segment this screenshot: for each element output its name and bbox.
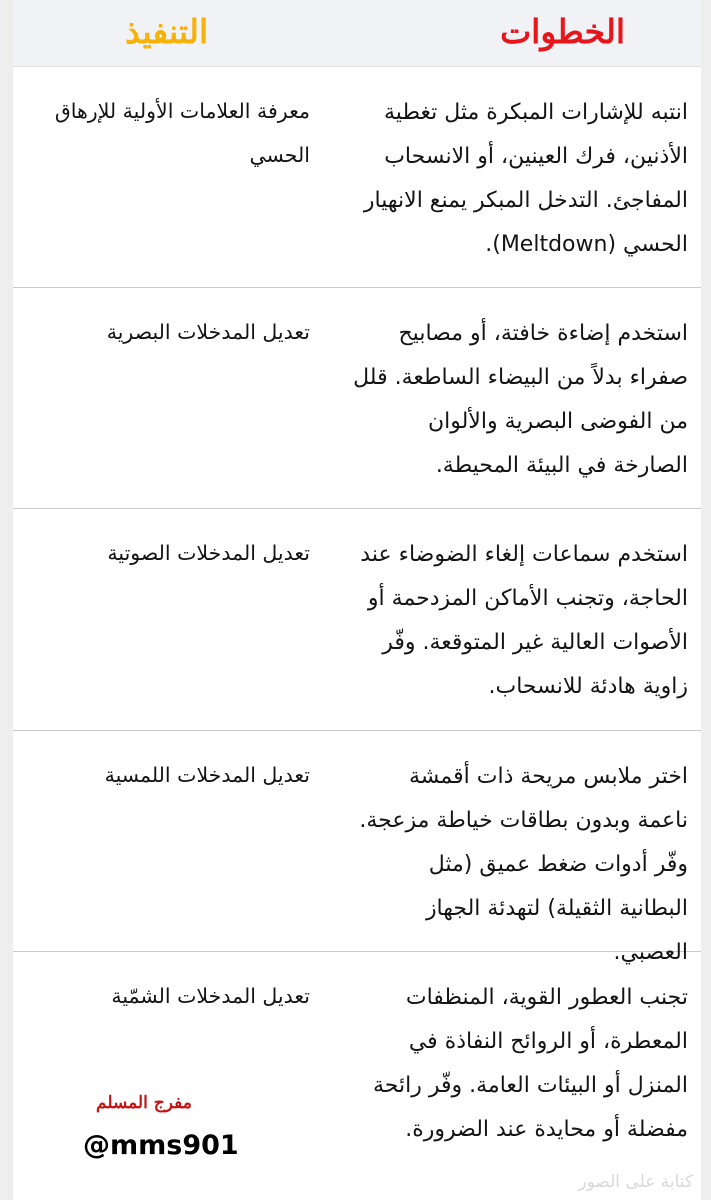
table-row: [13, 67, 701, 288]
table-row: [13, 952, 701, 1200]
watermark: كتابة على الصور: [578, 1172, 693, 1192]
table-row: [13, 509, 701, 731]
step-cell: انتبه للإشارات المبكرة مثل تغطية الأذنين، فرك العينين، أو الانسحاب المفاجئ. التدخل المبكر يمنع الانهيار الحسي (Meltdown).: [363, 100, 688, 257]
left-margin-strip: [0, 0, 13, 1200]
table-row: [13, 288, 701, 509]
implementation-cell: معرفة العلامات الأولية للإرهاق الحسي: [54, 99, 310, 167]
implementation-cell: تعديل المدخلات اللمسية: [104, 763, 310, 787]
author-name: مفرج المسلم: [96, 1093, 192, 1113]
step-cell: استخدم إضاءة خافتة، أو مصابيح صفراء بدلاً من البيضاء الساطعة. قلل من الفوضى البصرية والألوان الصارخة في البيئة المحيطة.: [353, 321, 688, 478]
step-cell: استخدم سماعات إلغاء الضوضاء عند الحاجة، وتجنب الأماكن المزدحمة أو الأصوات العالية غير المتوقعة. وفّر زاوية هادئة للانسحاب.: [360, 542, 688, 699]
author-handle: @mms901: [83, 1130, 239, 1161]
implementation-cell: تعديل المدخلات البصرية: [106, 320, 310, 344]
table-header: [13, 0, 701, 67]
table-row: [13, 731, 701, 965]
steps-column-header: الخطوات: [500, 12, 625, 51]
implementation-cell: تعديل المدخلات الشمّية: [111, 984, 310, 1008]
implementation-column-header: التنفيذ: [125, 12, 209, 51]
step-cell: تجنب العطور القوية، المنظفات المعطرة، أو الروائح النفاذة في المنزل أو البيئات العامة. وفّر رائحة مفضلة أو محايدة عند الضرورة.: [373, 985, 688, 1142]
implementation-cell: تعديل المدخلات الصوتية: [107, 541, 310, 565]
right-margin-strip: [701, 0, 711, 1200]
step-cell: اختر ملابس مريحة ذات أقمشة ناعمة وبدون بطاقات خياطة مزعجة. وفّر أدوات ضغط عميق (مثل البطانية الثقيلة) لتهدئة الجهاز العصبي.: [359, 764, 688, 965]
